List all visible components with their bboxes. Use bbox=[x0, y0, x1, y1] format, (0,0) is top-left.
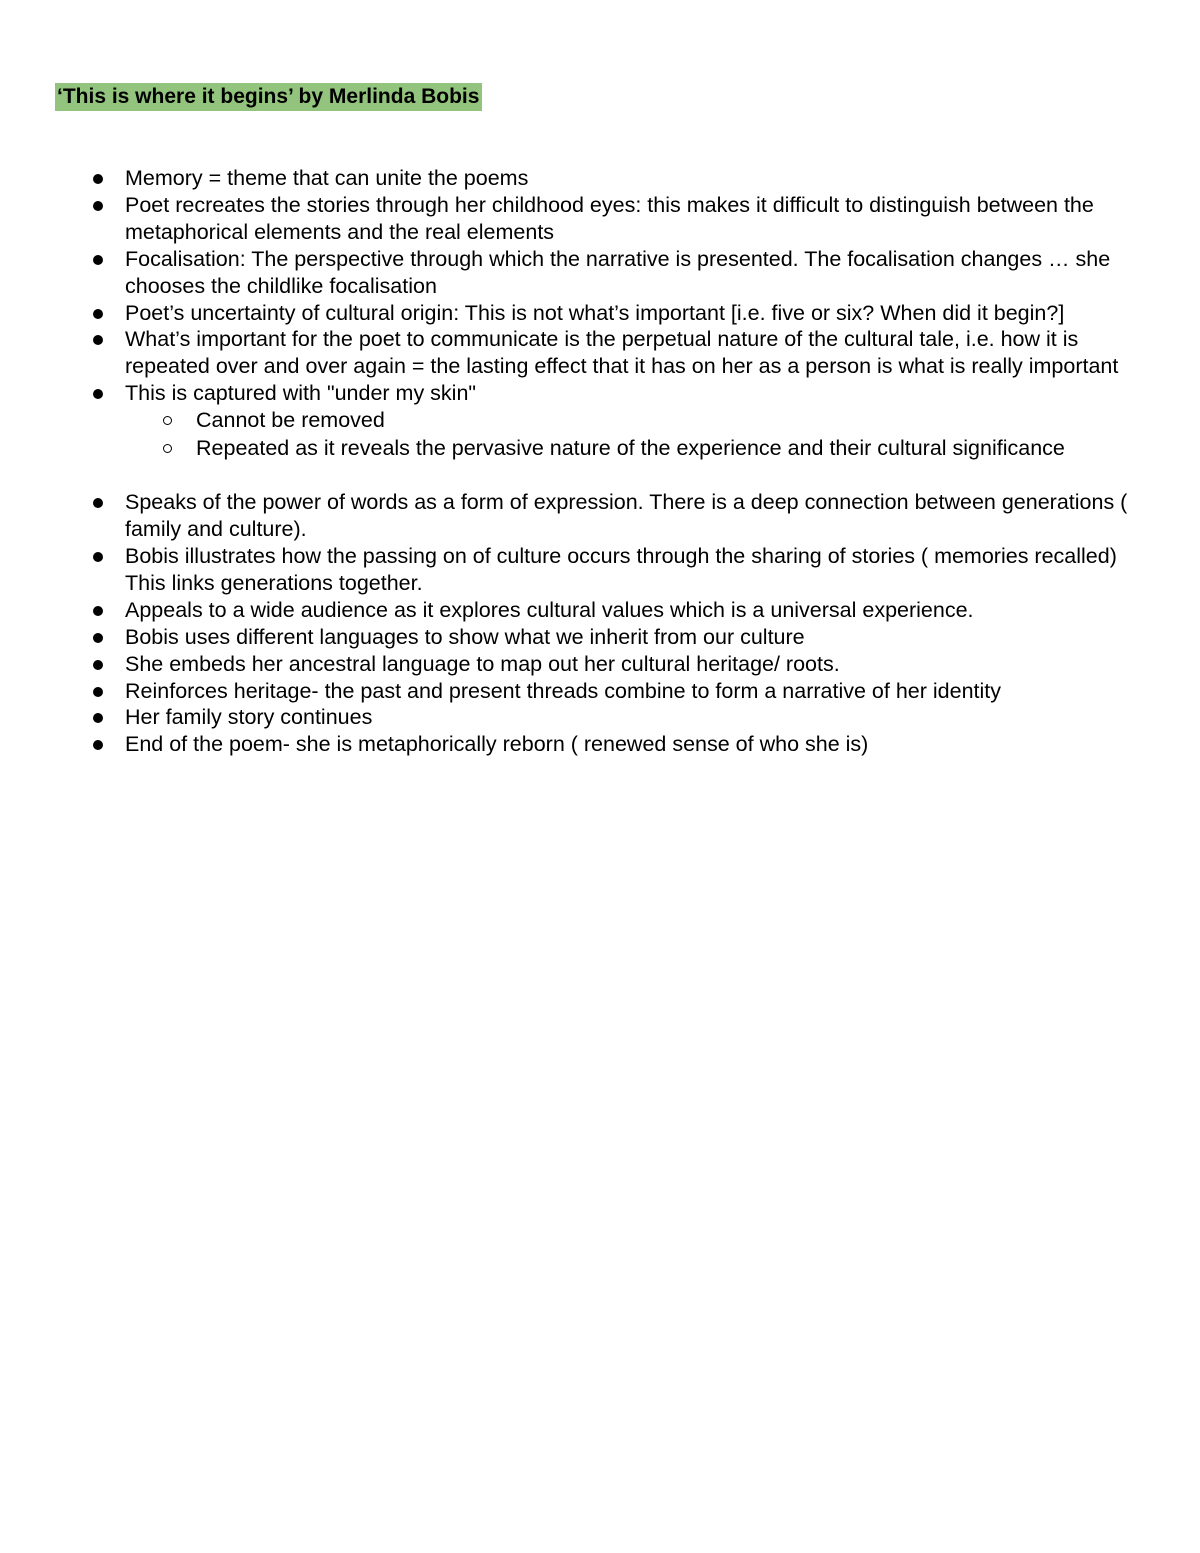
sub-note-text: Repeated as it reveals the pervasive nature of the experience and their cultural significance bbox=[196, 435, 1065, 460]
note-text: Speaks of the power of words as a form of expression. There is a deep connection between generations ( family and culture). bbox=[125, 490, 1128, 542]
note-text: End of the poem- she is metaphorically reborn ( renewed sense of who she is) bbox=[125, 732, 869, 757]
list-item bbox=[0, 380, 1200, 462]
bullet-icon bbox=[93, 201, 103, 211]
bullet-icon bbox=[93, 174, 103, 184]
note-text: Her family story continues bbox=[125, 705, 373, 730]
note-text: Reinforces heritage- the past and present threads combine to form a narrative of her identity bbox=[125, 678, 1001, 703]
note-text: Memory = theme that can unite the poems bbox=[125, 166, 529, 190]
note-text: Poet’s uncertainty of cultural origin: This is not what’s important [i.e. five or six? When did it begin?] bbox=[125, 300, 1065, 325]
note-text: What’s important for the poet to communicate is the perpetual nature of the cultural tale, i.e. how it is repeated over and over again = the lasting effect that it has on her as a person is what is really important bbox=[125, 327, 1119, 379]
sub-list-item bbox=[125, 435, 1140, 463]
note-text: This is captured with "under my skin" bbox=[125, 381, 477, 406]
sub-notes-list bbox=[125, 407, 1140, 462]
note-text: Appeals to a wide audience as it explores cultural values which is a universal experience. bbox=[125, 597, 974, 622]
list-item bbox=[0, 246, 1200, 300]
bullet-icon bbox=[93, 309, 103, 319]
bullet-icon bbox=[93, 255, 103, 265]
bullet-icon bbox=[93, 660, 103, 670]
list-item bbox=[0, 704, 1200, 731]
bullet-icon bbox=[93, 389, 103, 399]
bullet-icon bbox=[93, 335, 103, 345]
note-text: She embeds her ancestral language to map out her cultural heritage/ roots. bbox=[125, 651, 840, 676]
sub-list-item bbox=[125, 407, 1140, 435]
bullet-icon bbox=[93, 498, 103, 508]
list-item bbox=[0, 597, 1200, 624]
bullet-icon bbox=[93, 606, 103, 616]
document-title: ‘This is where it begins’ by Merlinda Bobis bbox=[55, 83, 482, 111]
list-item bbox=[0, 300, 1200, 327]
bullet-icon bbox=[93, 713, 103, 723]
list-item bbox=[0, 651, 1200, 678]
list-item bbox=[0, 326, 1200, 380]
hollow-bullet-icon bbox=[163, 416, 172, 425]
bullet-icon bbox=[93, 633, 103, 643]
list-item bbox=[0, 165, 1200, 192]
blank-line bbox=[0, 462, 1200, 489]
notes-list bbox=[0, 165, 1200, 758]
list-item bbox=[0, 543, 1200, 597]
bullet-icon bbox=[93, 552, 103, 562]
note-text: Bobis illustrates how the passing on of culture occurs through the sharing of stories ( memories recalled) This links generations together. bbox=[125, 543, 1117, 595]
note-text: Focalisation: The perspective through which the narrative is presented. The focalisation changes … she chooses the childlike focalisation bbox=[125, 246, 1111, 298]
note-text: Bobis uses different languages to show what we inherit from our culture bbox=[125, 624, 805, 649]
bullet-icon bbox=[93, 687, 103, 697]
list-item bbox=[0, 678, 1200, 705]
sub-note-text: Cannot be removed bbox=[196, 408, 385, 433]
hollow-bullet-icon bbox=[163, 444, 172, 453]
list-item bbox=[0, 192, 1200, 246]
list-item bbox=[0, 731, 1200, 758]
note-text: Poet recreates the stories through her childhood eyes: this makes it difficult to distinguish between the metaphorical elements and the real elements bbox=[125, 192, 1094, 244]
list-item bbox=[0, 624, 1200, 651]
list-item bbox=[0, 489, 1200, 543]
bullet-icon bbox=[93, 740, 103, 750]
